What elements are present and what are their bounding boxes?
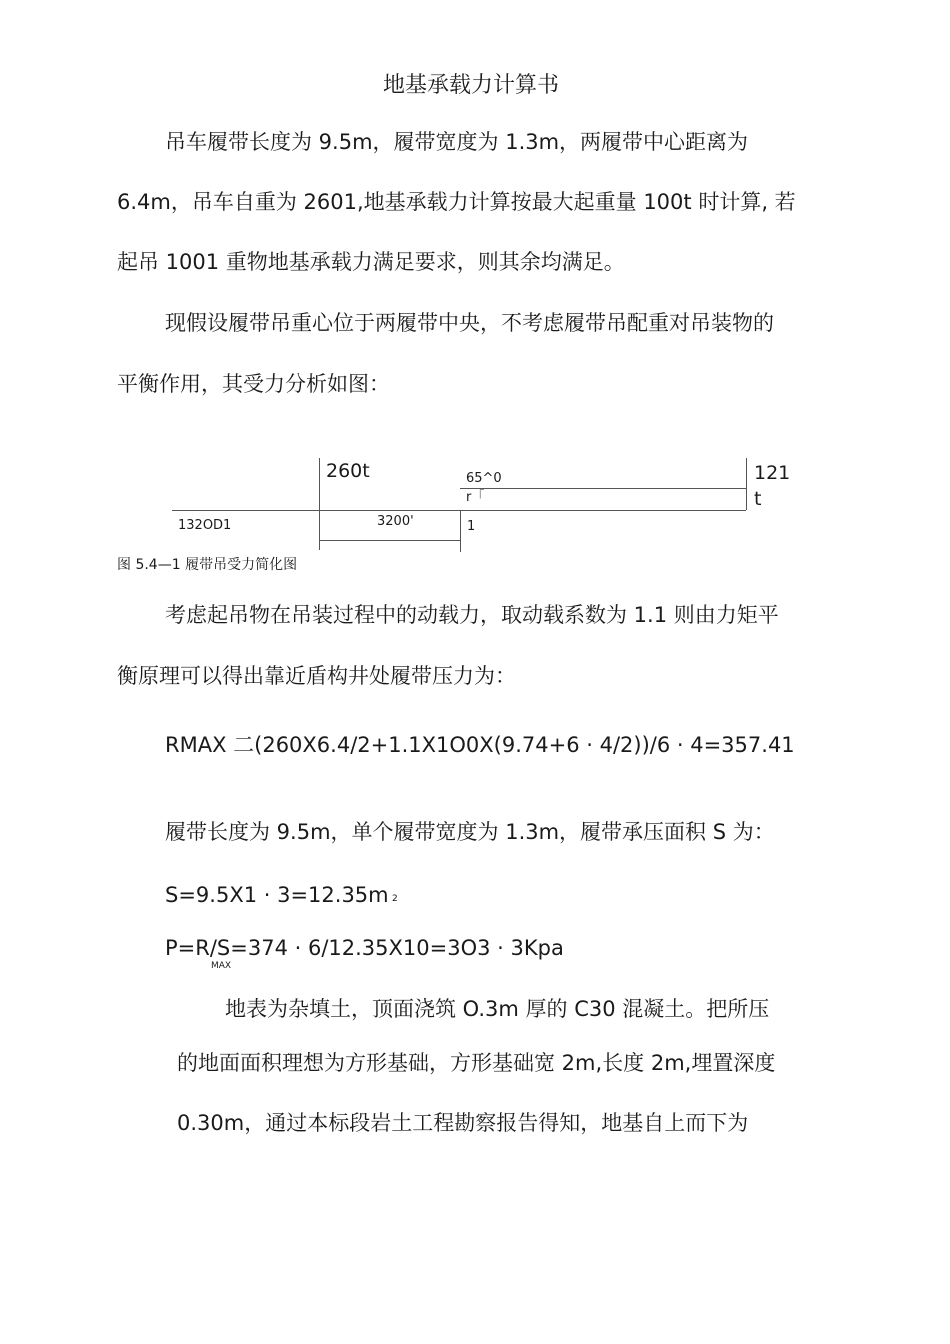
diagram-line (460, 510, 461, 552)
page-title: 地基承载力计算书 (383, 73, 560, 98)
formula-p: P=R/S=374 · 6/12.35X10=3O3 · 3Kpa (165, 936, 564, 960)
load-label-121: 121 (754, 462, 791, 484)
paragraph-line: 吊车履带长度为 9.5m，履带宽度为 1.3m，两履带中心距离为 (165, 130, 749, 154)
formula-s: S=9.5X1 · 3=12.35m (165, 883, 389, 907)
formula-s-subscript: 2 (392, 894, 398, 904)
paragraph-line: 衡原理可以得出靠近盾构井处履带压力为： (117, 664, 516, 688)
paragraph-line: 6.4m，吊车自重为 2601,地基承载力计算按最大起重量 100t 时计算, 若 (117, 190, 796, 214)
dimension-label-132: 132OD1 (178, 518, 232, 533)
diagram-line (746, 458, 747, 510)
paragraph-line: 履带长度为 9.5m，单个履带宽度为 1.3m，履带承压面积 S 为： (165, 820, 775, 844)
formula-rmax: RMAX 二(260X6.4/2+1.1X1O0X(9.74+6 · 4/2))/6 · 4=357.41 (165, 733, 795, 757)
diagram-line (460, 488, 746, 489)
paragraph-line: 平衡作用，其受力分析如图： (117, 372, 390, 396)
radius-label: r「 (466, 490, 485, 505)
diagram-line (319, 540, 460, 541)
formula-p-subscript: MAX (211, 961, 232, 971)
paragraph-line: 地表为杂填土，顶面浇筑 O.3m 厚的 C30 混凝土。把所压 (225, 997, 770, 1021)
paragraph-line: 现假设履带吊重心位于两履带中央，不考虑履带吊配重对吊装物的 (165, 311, 774, 335)
diagram-line (172, 510, 746, 511)
paragraph-line: 考虑起吊物在吊装过程中的动载力，取动载系数为 1.1 则由力矩平 (165, 603, 779, 627)
dimension-label-3200: 3200' (377, 514, 414, 529)
load-unit-label: t (754, 488, 762, 510)
paragraph-line: 的地面面积理想为方形基础，方形基础宽 2m,长度 2m,埋置深度 (177, 1051, 776, 1075)
load-label-260t: 260t (326, 460, 370, 482)
diagram-line (319, 458, 320, 550)
dimension-label-1: 1 (467, 519, 476, 534)
paragraph-line: 起吊 1001 重物地基承载力满足要求，则其余均满足。 (117, 250, 625, 274)
figure-caption: 图 5.4—1 履带吊受力简化图 (117, 557, 298, 573)
paragraph-line: 0.30m，通过本标段岩土工程勘察报告得知，地基自上而下为 (177, 1111, 749, 1135)
angle-label: 65^0 (466, 471, 502, 486)
